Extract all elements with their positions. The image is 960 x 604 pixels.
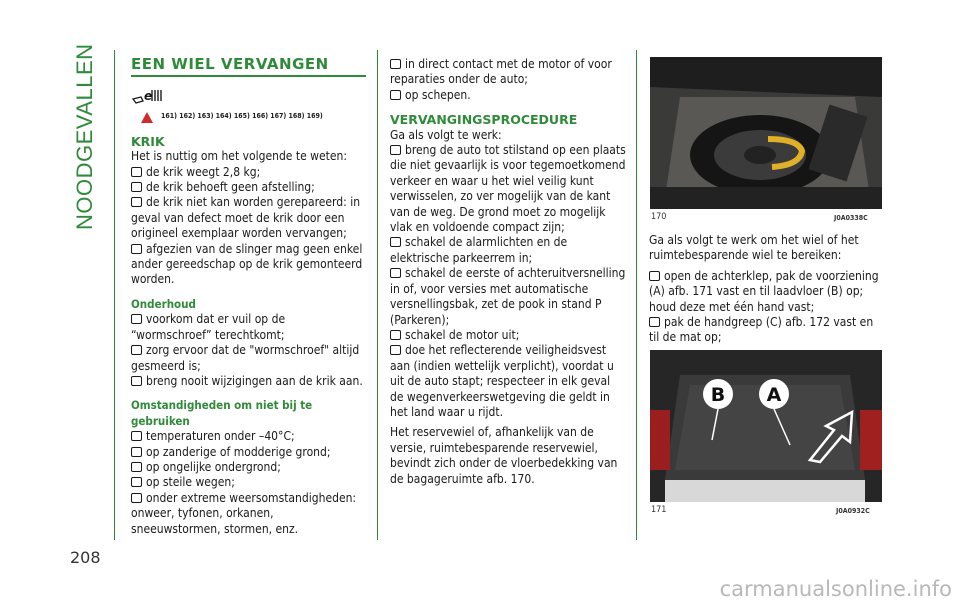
procedure-heading: VERVANGINGSPROCEDURE <box>390 112 578 128</box>
bullet-icon <box>131 431 142 441</box>
section-heading: EEN WIEL VERVANGEN <box>131 55 329 73</box>
bullet-icon <box>131 345 142 355</box>
list-item: open de achterklep, pak de voorziening (A) afb. 171 vast en til laadvloer (B) op; houd deze met één hand vast; <box>649 268 879 314</box>
fig-label-b: B <box>710 384 726 406</box>
list-item: doe het reflecterende veiligheidsvest aan (indien wettelijk verplicht), voordat u uit de auto stapt; respecteer in elk geval de wegenverkeerswetgeving die geldt in het land waar u rijdt. <box>390 343 614 419</box>
side-divider <box>114 50 115 540</box>
list-item: op schepen. <box>390 88 626 103</box>
list-item: schakel de motor uit; <box>390 328 626 343</box>
figure-171-trunk <box>650 350 882 502</box>
list-item: de krik niet kan worden gerepareerd: in geval van defect moet de krik door een origineel exemplaar worden vervangen; <box>131 195 361 241</box>
list-item: op steile wegen; <box>131 475 366 490</box>
bullet-icon <box>390 268 401 278</box>
bullet-icon <box>390 145 401 155</box>
figure-171-code: J0A0932C <box>836 507 870 515</box>
list-item: afgezien van de slinger mag geen enkel ander gereedschap op de krik gemonteerd worden. <box>131 241 363 287</box>
bullet-icon <box>131 376 142 386</box>
bullet-icon <box>390 90 401 100</box>
chapter-side-title <box>72 43 112 230</box>
figure-170-spare-wheel <box>650 57 882 209</box>
list-item: voorkom dat er vuil op de “wormschroef” terechtkomt; <box>131 312 286 342</box>
list-item: pak de handgreep (C) afb. 172 vast en til de mat op; <box>649 315 874 345</box>
list-item: op ongelijke ondergrond; <box>131 460 366 475</box>
warning-triangle-icon <box>141 112 153 123</box>
list-item: schakel de eerste of achteruitversnelling in of, voor versies met automatische versnellingsbak, zet de pook in stand P (Parkeren); <box>390 266 626 327</box>
watermark: carmanualsonline.info <box>719 577 952 601</box>
onderhoud-heading: Onderhoud <box>131 296 196 311</box>
list-item: onder extreme weersomstandigheden: onweer, tyfonen, orkanen, sneeuwstormen, stormen, enz. <box>131 490 357 536</box>
list-item: temperaturen onder –40°C; <box>131 429 366 444</box>
bullet-icon <box>649 317 660 327</box>
bullet-icon <box>131 493 142 503</box>
heading-rule <box>131 75 366 77</box>
procedure-intro: Ga als volgt te werk: <box>390 127 502 142</box>
bullet-icon <box>649 271 660 281</box>
chapter-title-text: NOODGEVALLEN <box>72 43 97 230</box>
bullet-icon <box>131 314 142 324</box>
column-divider <box>377 50 378 540</box>
list-item: de krik weegt 2,8 kg; <box>131 165 366 180</box>
list-item: in direct contact met de motor of voor reparaties onder de auto; <box>390 57 612 87</box>
list-item: schakel de alarmlichten en de elektrische parkeerrem in; <box>390 235 568 265</box>
closing-paragraph: Het reservewiel of, afhankelijk van de versie, ruimtebesparende reservewiel, bevindt zich onder de vloerbedekking van de bagageruimte afb. 170. <box>390 425 618 486</box>
list-item: op zanderige of modderige grond; <box>131 445 366 460</box>
warning-refs-text: 161) 162) 163) 164) 165) 166) 167) 168) 169) <box>161 112 323 121</box>
fig-label-a: A <box>766 384 782 406</box>
column-3-text <box>649 233 885 346</box>
bullet-icon <box>390 237 401 247</box>
column-1 <box>131 57 366 537</box>
bullet-icon <box>131 477 142 487</box>
column-divider <box>636 50 637 540</box>
bullet-icon <box>131 244 142 254</box>
page-number: 208 <box>70 548 101 567</box>
svg-text:e: e <box>144 89 153 104</box>
krik-heading: KRIK <box>131 133 165 149</box>
bullet-icon <box>131 462 142 472</box>
column-3-intro: Ga als volgt te werk om het wiel of het ruimtebesparende wiel te bereiken: <box>649 233 859 263</box>
hand-note-icon <box>131 85 366 107</box>
list-item: breng de auto tot stilstand op een plaats die niet gevaarlijk is voor tegemoetkomend verkeer en waar u het wiel veilig kunt verwisselen, zo ver mogelijk van de kant van de weg. De grond moet zo mogelijk vlak en voldoende compact zijn; <box>390 143 626 235</box>
bullet-icon <box>390 330 401 340</box>
bullet-icon <box>131 197 142 207</box>
bullet-icon <box>131 167 142 177</box>
omstandigheden-heading: Omstandigheden om niet bij te gebruiken <box>131 398 313 428</box>
figure-171-number: 171 <box>651 505 667 515</box>
krik-intro: Het is nuttig om het volgende te weten: <box>131 149 347 164</box>
figure-170-number: 170 <box>651 212 667 222</box>
column-2 <box>390 57 626 487</box>
bullet-icon <box>390 59 401 69</box>
list-item: breng nooit wijzigingen aan de krik aan. <box>131 374 366 389</box>
bullet-icon <box>131 182 142 192</box>
bullet-icon <box>390 345 401 355</box>
figure-170-code: J0A0338C <box>834 214 868 222</box>
list-item: de krik behoeft geen afstelling; <box>131 180 366 195</box>
warning-references <box>141 109 366 124</box>
list-item: zorg ervoor dat de "wormschroef" altijd gesmeerd is; <box>131 343 360 373</box>
bullet-icon <box>131 447 142 457</box>
